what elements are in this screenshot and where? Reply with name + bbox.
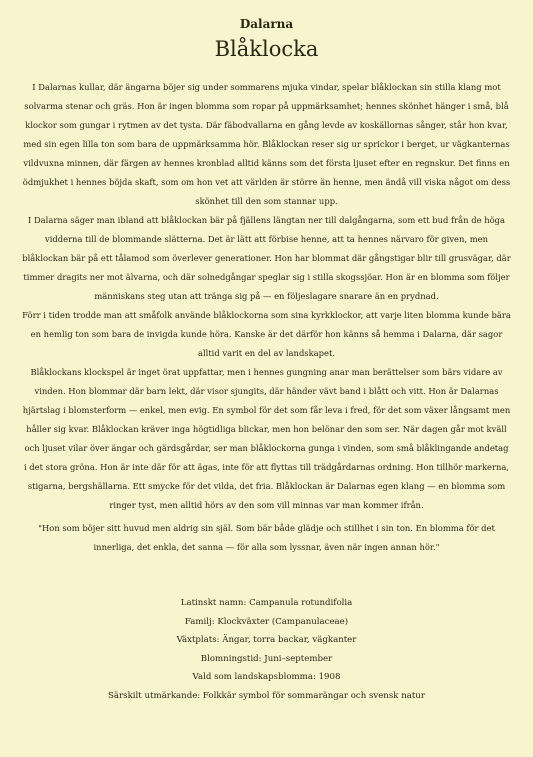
paragraph-1: I Dalarnas kullar, där ängarna böjer sig under sommarens mjuka vindar, spelar blåklockan sin stilla klang mot solvarma stenar och gräs. Hon är ingen blomma som ropar på uppmärksamhet; hennes skönhet hänger i små, blå klockor som gungar i rytmen av det tysta. Där fäbodvallarna en gång levde av koskällornas sånger, står hon kvar, med sin egen lilla ton som bara de uppmärksamma hör. Blåklockan reser sig ur sprickor i berget, ur vägkanternas vildvuxna minnen, där färgen av hennes kronblad alltid känns som det första ljuset efter en regnskur. Det finns en ödmjukhet i hennes böjda skaft, som om hon vet att världen är större än henne, men ändå vill viska något om dess skönhet till den som stannar upp. xyxy=(22,82,511,206)
region-heading: Dalarna xyxy=(239,17,294,31)
fact-distinctive: Särskilt utmärkande: Folkkär symbol för sommarängar och svensk natur xyxy=(108,690,425,701)
page-title: Blåklocka xyxy=(214,37,319,61)
fact-family: Familj: Klockväxter (Campanulaceae) xyxy=(184,616,349,627)
paragraph-3: Förr i tiden trodde man att småfolk använde blåklockorna som sina kyrkklockor, att varje liten blomma kunde bära en hemlig ton som bara de invigda kunde höra. Kanske är det därför hon känns så hemma i Dalarna, där sagor alltid varit en del av landskapet. xyxy=(22,310,511,358)
fact-chosen-year: Vald som landskapsblomma: 1908 xyxy=(192,672,341,682)
paragraph-2: I Dalarna säger man ibland att blåklockan bär på fjällens längtan ner till dalgångarna, som ett bud från de höga vidderna till de blommande slätterna. Det är lätt att förbise henne, att ta hennes närvaro för given, men blåklockan bär på ett tålamod som överlever generationer. Hon har blommat där gångstigar blir till grusvägar, där timmer dragits ner mot älvarna, och där solnedgångar speglar sig i stilla skogssjöar. Hon är en blomma som följer människans steg utan att tränga sig på — en följeslagare snarare än en prydnad. xyxy=(22,215,511,301)
fact-latin-name: Latinskt namn: Campanula rotundifolia xyxy=(180,598,353,608)
fact-flowering-time: Blomningstid: Juni–september xyxy=(200,653,333,664)
body-text xyxy=(22,78,511,515)
facts-list xyxy=(22,594,511,705)
paragraph-4: Blåklockans klockspel är inget örat uppfattar, men i hennes gungning anar man berättelser som bärs vidare av vinden. Hon blommar där barn lekt, där visor sjungits, där händer vävt band i blått och vitt. Hon är Dalarnas hjärtslag i blomsterform — enkel, men evig. En symbol för det som får leva i fred, för det som växer långsamt men håller sig kvar. Blåklockan kräver inga högtidliga blickar, men hon belönar den som ser. När dagen går mot kväll och ljuset vilar över ängar och gärdsgårdar, ser man blåklockorna gunga i vinden, som små blåklingande andetag i det stora gröna. Hon är inte där för att ägas, inte för att flyttas till trädgårdarnas ordning. Hon tillhör markerna, stigarna, bergshällarna. Ett smycke för det vilda, det fria. Blåklockan är Dalarnas egen klang — en blomma som ringer tyst, men alltid hörs av den som vill minnas var man kommer ifrån. xyxy=(22,367,511,510)
closing-quote: "Hon som böjer sitt huvud men aldrig sin själ. Som bär både glädje och stillhet i sin ton. En blomma för det innerliga, det enkla, det sanna — för alla som lyssnar, även när ingen annan hör." xyxy=(38,523,495,552)
fact-habitat: Växtplats: Ängar, torra backar, vägkanter xyxy=(176,635,357,645)
